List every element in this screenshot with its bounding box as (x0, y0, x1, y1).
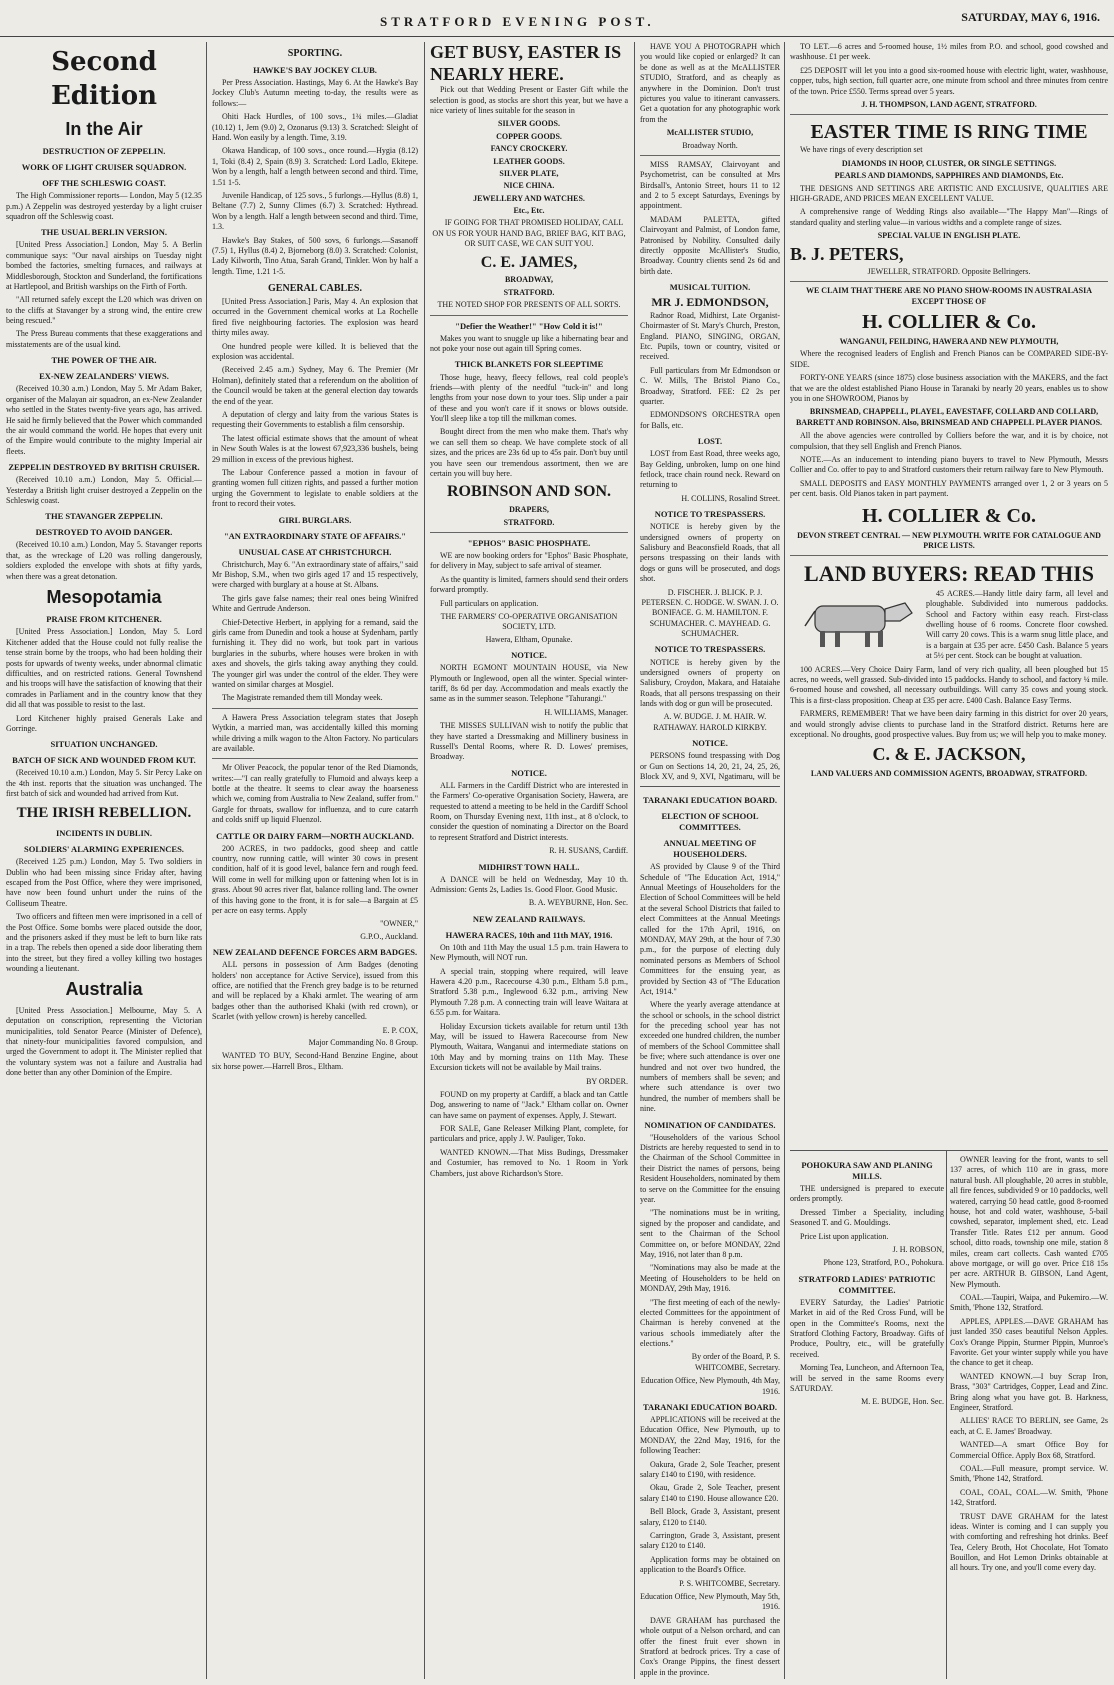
advert-text: Full particulars from Mr Edmondson or C. W. Mills, The Bristol Piano Co., Broadway, Stratford. FEE: £2 2s per quarter. (640, 365, 780, 406)
advert-text: ALL Farmers in the Cardiff District who are interested in the Farmers' Co-operative Organisation Society, Hawera, are requested to attend a meeting to be held in the Cardiff School Room, on Thursday Evening next, 11th inst., at 8 o'clock, to consider the question of nominating a Director on the Board to represent Stratford and District interests. (430, 780, 628, 842)
article-text: The girls gave false names; their real ones being Winifred White and Gertrude Anderson. (212, 593, 418, 614)
advert-text: DAVE GRAHAM has purchased the whole output of a Nelson orchard, and can offer the finest fruit ever shown in Stratford at bedrock prices. Try a case of Cox's Orange Pippins, the finest dessert apple in the province. (640, 1615, 780, 1677)
advert-text: THE DESIGNS AND SETTINGS ARE ARTISTIC AND EXCLUSIVE, QUALITIES ARE HIGH-GRADE, AND PRICES MEAN EXCELLENT VALUE. (790, 183, 1108, 203)
advert-text: 45 ACRES.—Handy little dairy farm, all level and ploughable. Subdivided into numerous paddocks. School and Factory within easy reach. First-class dwelling house of 6 rooms. Concrete floor cowshed. Will carry 20 cows. This is a warm snug little place, and is a bargain at £35 per acre. £450 Cash. Balance 5 years at 5½ per cent. Stock can be bought at valuation. (926, 588, 1108, 661)
farmers-towns: Hawera, Eltham, Opunake. (485, 634, 573, 644)
advert-text: APPLES, APPLES.—DAVE GRAHAM has just landed 350 cases beautiful Nelson Apples. Cox's Orange Pippin, Sturmer Pippin, Munroe's Favorite. Get your winter supply while you have the chance to get it cheap. (950, 1316, 1108, 1368)
column-6-lower (950, 1155, 1108, 1679)
headline: SOLDIERS' ALARMING EXPERIENCES. (24, 844, 184, 855)
headline: NOMINATION OF CANDIDATES. (644, 1119, 776, 1130)
article-text: A deputation of clergy and laity from the various States is requesting their Governments to establish a film censorship. (212, 409, 418, 430)
article-text: Chief-Detective Herbert, in applying for a remand, said the girls came from Dunedin and took a house at Sydenham, partly furnishing it. They did no work, but took part in various burglaries in the suburbs, where houses were broken in with axes and shovels, the girls taking away anything they could. The younger girl was under the control of the elder. They were wanted on similar charges at Mosgiel. (212, 617, 418, 689)
article-text: The High Commissioner reports— London, May 5 (12.35 p.m.) A Zeppelin was destroyed yesterday by a light cruiser squadron off the Schleswig coast. (6, 191, 202, 221)
piano-brands: BRINSMEAD, CHAPPELL, PLAYEL, EAVESTAFF, COLLARD AND COLLARD, BARRETT AND ROBINSON. Also, BRINSMEAD AND CHAPPELL PLAYER PIANOS. (795, 407, 1103, 427)
column-2 (212, 42, 418, 1679)
advert-text: FORTY-ONE YEARS (since 1875) close business association with the MAKERS, and the fact that we are the oldest established Piano House in Taranaki by nearly 20 years, enables us to show you in one SHOWROOM, Pianos by (790, 373, 1108, 403)
edmondson-name: MR J. EDMONDSON, (651, 295, 769, 310)
advert-text: As the quantity is limited, farmers should send their orders forward promptly. (430, 574, 628, 595)
headline: UNUSUAL CASE AT CHRISTCHURCH. (238, 546, 392, 557)
signature: Phone 123, Stratford, P.O., Pohokura. (823, 1258, 944, 1268)
column-rule (206, 42, 207, 1679)
thompson-agent: J. H. THOMPSON, LAND AGENT, STRATFORD. (861, 99, 1037, 109)
name-list: A. W. BUDGE. J. M. HAIR. W. RATHAWAY. HAROLD KIRKBY. (653, 712, 767, 732)
advert-text: FOUND on my property at Cardiff, a black and tan Cattle Dog, answering to name of "Jack." Eltham collar on. Owner can have same on payment of expenses. Apply, J. Stewart. (430, 1089, 628, 1120)
advert-text: Application forms may be obtained on application to the Board's Office. (640, 1554, 780, 1575)
studio-name: McALLISTER STUDIO, (666, 128, 754, 138)
advert-text: NOTICE is hereby given by the undersigned owners of property on Salisbury, Croydon, Makara, and Hataiahe Roads, that all persons trespassing on their lands with dog or gun will be prosecuted. (640, 657, 780, 709)
headline: NOTICE. (511, 767, 547, 778)
advert-text: 100 ACRES.—Very Choice Dairy Farm, land of very rich quality, all been ploughed but 15 acres, no weeds, well grassed. Sub-divided into 15 paddocks. Handy to school, and factory ¼ mile. 6-roomed house and cowshed, all necessary outbuildings. Will carry 35 cows and young stock. This is a first-class proposition. Cheap at £35 per acre. £400 Cash. Balance Easy Terms. (790, 664, 1108, 705)
advert-text: TRUST DAVE GRAHAM for the latest ideas. Winter is coming and I can supply you with comforting and refreshing hot drinks. Beef Tea, Celery Broth, Hot Chocolate, Hot Tomato Bouillon, and Hot Lemon Drinks obtainable at all hours. Try one, and you'll come every day. (950, 1511, 1108, 1573)
article-text: (Received 10.30 a.m.) London, May 5. Mr Adam Baker, organiser of the Malayan air squadron, an ex-New Zealander who settled in the States twenty-five years ago, has arrived. He said he firmly believed that the Power which commanded the air would command the world. He hopes that every unit of the Empire would contribute to the mighty Imperial air fleets. (6, 384, 202, 456)
headline: "EPHOS" BASIC PHOSPHATE. (467, 537, 591, 548)
advert-text: LOST from East Road, three weeks ago, Bay Gelding, unbroken, lump on one hind fetlock, trace chain round neck. Reward on returning to (640, 449, 780, 490)
land-buyers-heading: LAND BUYERS: READ THIS (804, 561, 1094, 587)
article-text: Hawke's Bay Stakes, of 500 sovs, 6 furlongs.—Sasanoff (7.5) 1, Hyllus (8.4) 2, Bjorneborg (8.0) 3. Scratched: Colonist, Lady Kilworth, Tino Atua, Sarah Grand, Tinkler. Won by half a length. Time, 1.21 1-5. (212, 235, 418, 276)
advert-text: Bell Block, Grade 3, Assistant, present salary, £120 to £140. (640, 1507, 780, 1527)
divider (212, 758, 418, 759)
signature: By order of the Board, P. S. WHITCOMBE, Secretary. (691, 1352, 780, 1372)
article-text: Two officers and fifteen men were imprisoned in a cell of the Post Office. Some bombs were placed outside the door, and the prisoners asked if they must be left to burn like rats in a trap. The rebels then opened a side door liberating them into the street, but they fired a volley killing two hostages wounding a lieutenant. (6, 912, 202, 974)
advert-text: "Nominations may also be made at the Meeting of Householders to be held on MONDAY, 29th May, 1916. (640, 1263, 780, 1294)
masthead-date: SATURDAY, MAY 6, 1916. (961, 10, 1100, 24)
headline: NEW ZEALAND RAILWAYS. (472, 913, 586, 924)
headline: SITUATION UNCHANGED. (50, 739, 158, 750)
signature: R. H. SUSANS, Cardiff. (549, 846, 628, 856)
column-rule (424, 42, 425, 1679)
article-text: [United Press Association.] Melbourne, May 5. A deputation on conscription, representing the Victorian municipalities, told Senator Pearce (Minister of Defence), that ninety-four municipalities favored compulsion, and urged the Government to adopt it. The Minister replied that the voluntary system was not a failure and Australia had done better than any other Dominion of the Empire. (6, 1005, 202, 1078)
headline: STRATFORD LADIES' PATRIOTIC COMMITTEE. (798, 1273, 936, 1295)
jackson-address: LAND VALUERS AND COMMISSION AGENTS, BROADWAY, STRATFORD. (810, 768, 1088, 778)
headline: THE STAVANGER ZEPPELIN. (45, 511, 163, 522)
article-text: Ohiti Hack Hurdles, of 100 sovs., 1¾ miles.—Gladiat (10.12) 1, Jem (9.0) 2, Ozonarus (9.13) 3. Scratched: Sleight of Hand. Won easily by a length. Time, 3.19. (212, 112, 418, 142)
australia-heading: Australia (65, 979, 143, 1000)
article-text: Okawa Handicap, of 100 sovs., once round.—Hygia (8.12) 1, Toki (8.4) 2, Spain (8.9) 3. Scratched: Lord Ladlo, Ekitepe. Won by a length, half a length between second and third. Time, 1.51 1-5. (212, 146, 418, 187)
headline: THE POWER OF THE AIR. (51, 355, 157, 366)
headline: GENERAL CABLES. (268, 283, 362, 295)
get-busy-heading: GET BUSY, EASTER IS NEARLY HERE. (430, 42, 622, 84)
advert-text: Oakura, Grade 2, Sole Teacher, present salary £140 to £190, with residence. (640, 1459, 780, 1480)
advert-text: A comprehensive range of Wedding Rings also available—"The Happy Man"—Rings of standard quality and sterling value—in various widths and a complete range of sizes. (790, 207, 1108, 227)
studio-address: Broadway North. (682, 140, 738, 150)
advert-text: THE undersigned is prepared to execute orders promptly. (790, 1184, 944, 1204)
signature: M. E. BUDGE, Hon. Sec. (861, 1397, 944, 1407)
headline: TARANAKI EDUCATION BOARD. (642, 795, 778, 805)
article-text: The latest official estimate shows that the amount of wheat in New South Wales is at the lowest 67,923,336 bushels, being 29 million in excess of the previous highest. (212, 433, 418, 464)
article-text: (Received 1.25 p.m.) London, May 5. Two soldiers in Dublin who had been missing since Friday after, having escaped from the Post Office, where they were imprisoned, have now been found unhurt under the ruins of the Colliseum Theatre. (6, 857, 202, 908)
headline: NOTICE. (511, 650, 547, 661)
goods-line: NICE CHINA. (503, 181, 555, 191)
headline: "Defier the Weather!" "How Cold it is!" (455, 320, 603, 331)
headline: MIDHIRST TOWN HALL. (478, 861, 580, 872)
column-rule (634, 42, 635, 1679)
advert-text: EDMONDSON'S ORCHESTRA open for Balls, etc. (640, 410, 780, 430)
advert-text: Bought direct from the men who make them. That's why we can sell them so cheap. We have complete stock of all sizes, and the prices are 23s 6d up to 45s pair. Don't buy until you have seen our tremendous assortment, then we are certain you will buy here. (430, 427, 628, 479)
goods-line: SILVER GOODS. (498, 119, 560, 129)
advert-text: Dressed Timber a Speciality, including Seasoned T. and G. Mouldings. (790, 1207, 944, 1228)
signature: J. H. ROBSON, (892, 1245, 944, 1255)
headline: LOST. (697, 436, 723, 447)
headline: "AN EXTRAORDINARY STATE OF AFFAIRS." (223, 530, 407, 541)
advert-text: We have rings of every description set (800, 145, 923, 155)
ring-line: DIAMONDS IN HOOP, CLUSTER, OR SINGLE SETTINGS. (841, 158, 1057, 168)
headline: CATTLE OR DAIRY FARM—NORTH AUCKLAND. (216, 830, 414, 841)
advert-text: WE are now booking orders for "Ephos" Basic Phosphate, for delivery in May, subject to safe arrival of steamer. (430, 551, 628, 571)
headline: MUSICAL TUITION. (669, 282, 751, 293)
headline: EX-NEW ZEALANDERS' VIEWS. (39, 371, 169, 382)
collier-towns: WANGANUI, FEILDING, HAWERA AND NEW PLYMOUTH, (839, 337, 1059, 347)
column-1 (6, 42, 202, 1679)
headline: TARANAKI EDUCATION BOARD. (642, 1402, 778, 1413)
headline: ZEPPELIN DESTROYED BY BRITISH CRUISER. (8, 462, 200, 473)
advert-text: On 10th and 11th May the usual 1.5 p.m. train Hawera to New Plymouth, will NOT run. (430, 942, 628, 963)
james-address: BROADWAY, (504, 275, 554, 285)
goods-line: SILVER PLATE, (499, 168, 559, 178)
masthead (0, 0, 1114, 37)
article-text: Lord Kitchener highly praised Generals Lake and Gorringe. (6, 713, 202, 733)
headline: NOTICE TO TRESPASSERS. (654, 644, 766, 655)
cow-illustration (790, 591, 920, 651)
advert-text: Makes you want to snuggle up like a hibernating bear and not poke your nose out again till Spring comes. (430, 333, 628, 354)
article-text: The Press Bureau comments that these exaggerations and misstatements are of the usual kind. (6, 329, 202, 349)
column-6 (790, 42, 1108, 1150)
collier-name-2: H. COLLIER & Co. (862, 504, 1036, 527)
goods-line: LEATHER GOODS. (493, 156, 565, 166)
signature: Major Commanding No. 8 Group. (308, 1037, 418, 1047)
advert-text: PERSONS found trespassing with Dog or Gun on Sections 14, 20, 21, 24, 25, 26, Block XV, and 9, XVI, Ngatimaru, will be (640, 751, 780, 782)
in-the-air-heading: In the Air (65, 118, 143, 139)
advert-text: £25 DEPOSIT will let you into a good six-roomed house with electric light, water, washhouse, copper, tubs, high section, full quarter acre, one minute from school and three minutes from centre of the town. Price £550. Terms spread over 5 years. (790, 65, 1108, 96)
advert-text: Those huge, heavy, fleecy fellows, real cold people's friends—with plenty of the needful "tuck-in" and long lengths from your nose down to your toes. Slip under a pair of these and you won't care if it snows or blows outside. You'll sleep like a top till the milkman comes. (430, 372, 628, 424)
divider (430, 315, 628, 316)
headline: NOTICE. (692, 738, 728, 749)
advert-text: Where the yearly average attendance at the school or schools, in the school district for the preceding school year has not exceeded one hundred children, the number of members of the School Committee shall be five; where such attendance is over one hundred and not over two hundred, the numbers of members shall be seven; and where such attendance is over two hundred, the number of members shall be nine. (640, 1000, 780, 1114)
article-text: Per Press Association. Hastings, May 6. At the Hawke's Bay Jockey Club's Autumn meeting to-day, the results were as follows:— (212, 78, 418, 108)
article-text: Juvenile Handicap, of 125 sovs., 5 furlongs.—Hyllus (8.8) 1, Beltane (7.7) 2, Sunny Climes (6.7) 3. Scratched: Hythread. Won by a length. Half a length between second and third. Time, 1.3. (212, 190, 418, 232)
signature: BY ORDER. (586, 1076, 628, 1086)
signature: Education Office, New Plymouth, 4th May, 1916. (640, 1376, 780, 1396)
advert-text: EVERY Saturday, the Ladies' Patriotic Market in aid of the Red Cross Fund, will be open in the Committee's Rooms, next the Stratford Clothing Factory, Broadway. Gifts of Produce, Poultry, etc., will be gratefully received. (790, 1297, 944, 1359)
advert-text: FARMERS, REMEMBER! That we have been dairy farming in this district for over 20 years, and would strongly advise clients to purchase land in the Stratford district. Returns here are exceptional. No droughts, good prospective values. Buy from us; we will help you to make money. (790, 709, 1108, 739)
advert-text: COAL, COAL, COAL.—W. Smith, 'Phone 142, Stratford. (950, 1487, 1108, 1508)
headline: OFF THE SCHLESWIG COAST. (42, 178, 166, 189)
signature: "OWNER," (380, 919, 418, 929)
divider (790, 114, 1108, 115)
advert-text: WANTED KNOWN.—I buy Scrap Iron, Brass, "303" Cartridges, Copper, Lead and Zinc. Bring along what you have got. B. Harkness, Engineer, Stratford. (950, 1371, 1108, 1412)
second-edition-heading: Second Edition (50, 47, 157, 111)
irish-rebellion-heading: THE IRISH REBELLION. (16, 804, 192, 821)
article-text: (Received 2.45 a.m.) Sydney, May 6. The Premier (Mr Holman), definitely stated that a referendum on the abolition of the Council would be taken at the general election day towards the end of the year. (212, 365, 418, 406)
column-3 (430, 42, 628, 1679)
farmers-society: THE FARMERS' CO-OPERATIVE ORGANISATION SOCIETY, LTD. (440, 611, 618, 632)
advert-text: Full particulars on application. (440, 598, 539, 608)
advert-text: NOTE.—As an inducement to intending piano buyers to travel to New Plymouth, Messrs Collier and Co. offer to pay to and Stratford customers their return railway fare to New Plymouth. (790, 454, 1108, 475)
advert-text: Holiday Excursion tickets available for return until 13th May, will be issued to Hawera Racecourse from New Plymouth, Waitara, Wanganui and intermediate stations on 10th May and by morning trains on 11th May. These Excursion tickets will not be available by Mail trains. (430, 1021, 628, 1073)
peters-name: B. J. PETERS, (790, 244, 904, 265)
robinson-town: STRATFORD. (503, 517, 555, 527)
headline: PRAISE FROM KITCHENER. (46, 614, 162, 625)
headline: INCIDENTS IN DUBLIN. (55, 828, 153, 839)
advert-text: Where the recognised leaders of English and French Pianos can be COMPARED SIDE-BY-SIDE. (790, 349, 1108, 369)
advert-text: OWNER leaving for the front, wants to sell 137 acres, of which 110 are in grass, more natural bush. All ploughable, 20 acres in stubble, all fire fences, subdivided 9 or 10 paddocks, well watered, carrying 50 head cattle, good 8-roomed house, hot and cold water, washhouse, 5-bail cowshed, separator, implement shed, etc. Lead Transfer Title. Rates £12 per annum. Good school, ditto roads, township one mile, station 8 miles, cream cart collects. Cash wanted £705 above mortgage, or will go over. Price £18 15s per acre. ARTHUR B. GIBSON, Land Agent, New Plymouth. (950, 1155, 1108, 1289)
headline: POHOKURA SAW AND PLANING MILLS. (801, 1160, 933, 1182)
divider (430, 532, 628, 533)
advert-text: Price List upon application. (800, 1231, 889, 1241)
advert-text: WANTED KNOWN.—That Miss Budings, Dressmaker and Costumier, has removed to No. 1 Room in York Chambers, just above Richardson's Store. (430, 1147, 628, 1178)
signature: B. A. WEYBURNE, Hon. Sec. (528, 898, 628, 908)
advert-text: Pick out that Wedding Present or Easter Gift while the selection is good, as stocks are short this year, but we have a nice variety of lines suitable for the season in (430, 85, 628, 115)
headline: DESTRUCTION OF ZEPPELIN. (42, 145, 166, 156)
robinson-trade: DRAPERS, (509, 505, 549, 515)
advert-text: HAVE YOU A PHOTOGRAPH which you would like copied or enlarged? It can be done as well as at the McALLISTER STUDIO, Stratford, and as cheaply as anywhere in the Dominion. Don't trust pictures you value to itinerant canvassers. Get a quotation for any photographic work from the (640, 42, 780, 124)
advert-text: Okau, Grade 2, Sole Teacher, present salary £140 to £190. House allowance £20. (640, 1483, 780, 1503)
headline: HAWKE'S BAY JOCKEY CLUB. (253, 65, 377, 75)
article-text: (Received 10.10 a.m.) London, May 5. Official.—Yesterday a British light cruiser destroyed a Zeppelin on the Schleswig coast. (6, 475, 202, 505)
headline: NOTICE TO TRESPASSERS. (654, 509, 766, 520)
article-text: The Magistrate remanded them till Monday week. (222, 693, 383, 703)
advert-text: APPLICATIONS will be received at the Education Office, New Plymouth, up to MONDAY, the 22nd May, 1916, for the following Teacher: (640, 1415, 780, 1456)
headline: ANNUAL MEETING OF HOUSEHOLDERS. (663, 838, 757, 860)
signature: H. WILLIAMS, Manager. (544, 707, 628, 717)
section-rule (640, 786, 780, 787)
column-6-lower-left (790, 1155, 944, 1679)
advert-text: THE MISSES SULLIVAN wish to notify the public that they have started a Dressmaking and Millinery business in Russell's Dental Rooms, where R. D. Lowes' premises, Broadway. (430, 721, 628, 762)
advert-text: MADAM PALETTA, gifted Clairvoyant and Palmist, of London fame, Patronised by Nobility. Consulted daily directly opposite McAllister's Studio, Broadway. Country clients send 2s 6d and birth date. (640, 214, 780, 276)
signature: E. P. COX, (382, 1025, 418, 1035)
article-text: (Received 10.10 a.m.) London, May 5. Sir Percy Lake on the 4th inst. reports that the situation was unchanged. The first batch of sick and wounded had arrived from Kut. (6, 768, 202, 799)
james-name: C. E. JAMES, (480, 253, 578, 271)
advert-text: 200 ACRES, in two paddocks, good sheep and cattle country, now running cattle, will winter 30 cows in present condition, half of it is good level, balance fern and rough feed. Will come in well for milking upon or fattening when lot is in grass. About 90 acres river flat, balance rolling land. The owner of this having gone to the front, it is for sale—a Bargain at £5 per acre on easy terms. Apply (212, 843, 418, 916)
advert-text: WANTED—A smart Office Boy for Commercial Office. Apply Box 68, Stratford. (950, 1440, 1108, 1460)
special-line: SPECIAL VALUE IN ENGLISH PLATE. (877, 231, 1021, 241)
article-text: (Received 10.10 a.m.) London, May 5. Stavanger reports that, as the wreckage of L20 was rolling dangerously, soldiers exploded the envelope with shots at fifty yards, when there was a great detonation. (6, 540, 202, 581)
advert-text: AS provided by Clause 9 of the Third Schedule of "The Education Act, 1914," Annual Meetings of Householders for the Election of School Committees will be held at the several School Districts that failed to elect Committees at the Annual Meetings called for the 17th April, 1916, on MONDAY, MAY 29th, at the hour of 7.30 p.m., for the purpose of electing duly nominated persons as Members of School Committees for the ensuing year, as provided by Section 43 of "The Education Act, 1914." (640, 862, 780, 996)
advert-text: "The nominations must be in writing, signed by the proposer and candidate, and sent to the Chairman of the School Committee on, or before MONDAY, 22nd May, 1916, not later than 8 p.m. (640, 1208, 780, 1259)
advert-text: IF GOING FOR THAT PROMISED HOLIDAY, CALL ON US FOR YOUR HAND BAG, BRIEF BAG, KIT BAG, OR SUIT CASE, WE CAN SUIT YOU. (432, 218, 626, 249)
section-rule (790, 1150, 1108, 1151)
jackson-name: C. & E. JACKSON, (872, 744, 1026, 765)
james-town: STRATFORD. (503, 287, 555, 297)
advert-text: Carrington, Grade 3, Assistant, present salary £120 to £140. (640, 1530, 780, 1551)
headline: THICK BLANKETS FOR SLEEPTIME (454, 359, 604, 370)
advert-text: Morning Tea, Luncheon, and Afternoon Tea, will be served in the same Rooms every SATURDAY. (790, 1363, 944, 1394)
advert-text: MISS RAMSAY, Clairvoyant and Psychometrist, can be consulted at Mrs Birdsall's, Antonio Street, hours 11 to 12 and 2 to 5 except Saturdays, Evenings by appointment. (640, 159, 780, 211)
advert-text: A special train, stopping where required, will leave Hawera 4.20 p.m., Racecourse 4.30 p.m., Eltham 5.8 p.m., Stratford 5.38 p.m., Inglewood 6.32 p.m., arriving New Plymouth 7.28 p.m. A connecting train will leave Waitara at 6.55 p.m. for Waitara. (430, 966, 628, 1018)
name-list: D. FISCHER. J. BLICK. P. J. PETERSEN. C. HODGE. W. SWAN. J. O. BONIFACE. G. M. HAMILTON. F. SCHUMACHER. C. MAYHEAD. G. SCHUMACHER. (641, 587, 779, 639)
article-text: "All returned safely except the L20 which was driven on to the cliffs at Stavanger by a strong wind, the entire crew being rescued." (6, 295, 202, 326)
signature: Education Office, New Plymouth, May 5th, 1916. (640, 1591, 780, 1612)
headline: GIRL BURGLARS. (278, 514, 352, 525)
headline: WORK OF LIGHT CRUISER SQUADRON. (21, 162, 187, 173)
advert-text: FOR SALE, Gane Releaser Milking Plant, complete, for particulars and price, apply J. W. Pauliger, Toko. (430, 1124, 628, 1144)
headline: ELECTION OF SCHOOL COMMITTEES. (661, 811, 759, 833)
column-4 (640, 42, 780, 782)
advert-text: "Householders of the various School Districts are hereby requested to send in to the Chairman of the School Committee in their District the names of persons, being Resident Householders, nominated by them to serve on the Committee for the ensuing year. (640, 1132, 780, 1204)
headline: BATCH OF SICK AND WOUNDED FROM KUT. (12, 755, 196, 766)
headline: THE USUAL BERLIN VERSION. (41, 227, 167, 238)
headline: SPORTING. (287, 48, 343, 59)
article-text: Christchurch, May 6. "An extraordinary state of affairs," said Mr Bishop, S.M., when two girls aged 17 and 15 respectively, were charged with burglary at a house at St. Albans. (212, 559, 418, 590)
advert-text: WANTED TO BUY, Second-Hand Benzine Engine, about six horse power.—Harrell Bros., Eltham. (212, 1051, 418, 1071)
signature: H. COLLINS, Rosalind Street. (681, 493, 780, 503)
advert-text: ALLIES' RACE TO BERLIN, see Game, 2s each, at C. E. James' Broadway. (950, 1416, 1108, 1436)
advert-text: NOTICE is hereby given by the undersigned owners of property on Salisbury and Beaconsfield Roads, that all persons trespassing on their lands with dogs or guns will be prosecuted, and dogs shot. (640, 522, 780, 584)
article-text: [United Press Association.] Paris, May 4. An explosion that occurred in the Government chemical works at La Rochelle fired five neighbouring factories. The explosion was heard thirty miles away. (212, 297, 418, 338)
mesopotamia-heading: Mesopotamia (46, 586, 162, 607)
headline: NEW ZEALAND DEFENCE FORCES ARM BADGES. (212, 947, 418, 958)
article-text: A Hawera Press Association telegram states that Joseph Wytkin, a married man, was accidentally killed this morning while driving a milk wagon to the Alton Factory. No particulars are available. (212, 712, 418, 753)
divider (790, 281, 1108, 282)
advert-text: COAL.—Full measure, prompt service. W. Smith, 'Phone 142, Stratford. (950, 1463, 1108, 1484)
ring-line: PEARLS AND DIAMONDS, SAPPHIRES AND DIAMONDS, Etc. (834, 171, 1064, 181)
advert-text: NORTH EGMONT MOUNTAIN HOUSE, via New Plymouth or Inglewood, open all the winter. Special winter-tariff, 8s 6d per day. Accommodation and meals exactly the same as in the summer season. Telephone "Tahurangi." (430, 663, 628, 704)
headline: HAWERA RACES, 10th and 11th MAY, 1916. (445, 929, 613, 940)
goods-line: Etc., Etc. (513, 206, 545, 216)
article-text: [United Press Association.] London, May 5. A Berlin communique says: "Our naval airships on Tuesday night bombed the factories, smelting furnaces, and railways at Middlesborough, Stockton and Sunderland, the fortifications at Hartlepool, and British warships on the Firth of Forth. (6, 240, 202, 291)
goods-line: JEWELLERY AND WATCHES. (473, 193, 585, 203)
advert-text: "The first meeting of each of the newly-elected Committees for the appointment of Chairman is hereby convened at the various schools immediately after the elections." (640, 1297, 780, 1349)
robinson-heading: ROBINSON AND SON. (446, 483, 612, 501)
advert-text: SMALL DEPOSITS and EASY MONTHLY PAYMENTS arranged over 1, 2 or 3 years on 5 per cent. basis. Old Pianos taken in part payment. (790, 478, 1108, 499)
column-rule (784, 42, 785, 1679)
article-text: One hundred people were killed. It is believed that the explosion was accidental. (212, 341, 418, 362)
column-rule (946, 1150, 947, 1679)
collier-name: H. COLLIER & Co. (862, 311, 1036, 334)
article-text: [United Press Association.] London, May 5. Lord Kitchener added that the House could not fully realise the tense strain borne by the troops, who had been holding their posts for upwards of twenty weeks, under abnormal climatic difficulties, and on restricted rations. General Townshend and his troops will have the satisfaction of knowing that their comrades in Parliament and in the country know that they did all that was possible to resist to the last. (6, 627, 202, 710)
advert-text: ALL persons in possession of Arm Badges (denoting holders' non acceptance for Active Service), issued from this office, are notified that the French grey badge is to be returned and will be replaced by a Khaki armlet. The wearing of arm badges other than the authorised Khaki (with red crown), or Scarlet (with yellow crown) is hereby cancelled. (212, 960, 418, 1022)
claim-line: WE CLAIM THAT THERE ARE NO PIANO SHOW-ROOMS IN AUSTRALASIA EXCEPT THOSE OF (805, 286, 1093, 306)
easter-ring-heading: EASTER TIME IS RING TIME (810, 121, 1088, 144)
advert-text: A DANCE will be held on Wednesday, May 10 th. Admission: Gents 2s, Ladies 1s. Good Floor. Good Music. (430, 874, 628, 894)
article-text: The Labour Conference passed a motion in favour of granting women full citizen rights, and passed a further motion urging the Government to legislate to enable soldiers at the front to record their votes. (212, 467, 418, 509)
james-tagline: THE NOTED SHOP FOR PRESENTS OF ALL SORTS. (437, 300, 621, 310)
article-text: Mr Oliver Peacock, the popular tenor of the Red Diamonds, writes:—"I can really gratefully to Flumoid and always keep a bottle at the theatre. It seems to clear away the hoarseness which we, coming from Australia to New Zealand, suffer from." Gargle for throats, swallow for influenza, and to cure catarrh and colds sniff up liquid Fluenzol. (212, 763, 418, 825)
goods-line: COPPER GOODS. (496, 131, 562, 141)
collier-address: DEVON STREET CENTRAL — NEW PLYMOUTH. WRITE FOR CATALOGUE AND PRICE LISTS. (797, 530, 1101, 550)
advert-text: COAL.—Taupiri, Waipa, and Pukemiro.—W. Smith, 'Phone 132, Stratford. (950, 1293, 1108, 1313)
signature: P. S. WHITCOMBE, Secretary. (679, 1578, 780, 1588)
divider (790, 555, 1108, 556)
advert-text: Radnor Road, Midhirst, Late Organist-Choirmaster of St. Mary's Church, Preston, England. PIANO, SINGING, ORGAN, Etc. Pupils, town or country, visited or received. (640, 310, 780, 362)
advert-text: TO LET.—6 acres and 5-roomed house, 1½ miles from P.O. and school, good cowshed and washhouse. £1 per week. (790, 42, 1108, 62)
peters-address: JEWELLER, STRATFORD. Opposite Bellringers. (867, 266, 1031, 276)
signature: G.P.O., Auckland. (360, 931, 418, 941)
divider (640, 155, 780, 156)
masthead-title: STRATFORD EVENING POST. (380, 14, 655, 29)
column-5 (640, 790, 780, 1679)
advert-text: All the above agencies were controlled by Colliers before the war, and it is by choice, not compulsion, that they sell English and French Pianos. (790, 431, 1108, 451)
divider (212, 708, 418, 709)
goods-line: FANCY CROCKERY. (490, 144, 568, 154)
headline: DESTROYED TO AVOID DANGER. (35, 527, 173, 538)
